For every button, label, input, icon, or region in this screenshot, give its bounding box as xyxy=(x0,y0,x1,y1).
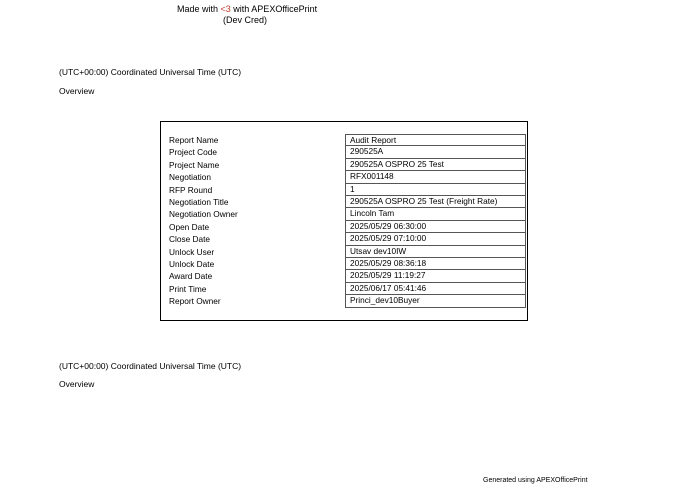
report-row-project-code xyxy=(161,146,527,158)
report-row-label: Close Date xyxy=(169,234,211,245)
report-row-label: Open Date xyxy=(169,221,210,232)
report-row-negotiation xyxy=(161,171,527,183)
report-row-label: RFP Round xyxy=(169,184,213,195)
report-summary-box xyxy=(160,121,528,321)
heart-text: <3 xyxy=(220,4,231,14)
report-row-label: Report Owner xyxy=(169,296,221,307)
report-row-value: 290525A OSPRO 25 Test xyxy=(345,159,526,171)
report-row-value: 2025/05/29 08:36:18 xyxy=(345,258,526,270)
report-row-value: Utsav dev10IW xyxy=(345,246,526,258)
report-row-value: RFX001148 xyxy=(345,171,526,183)
report-row-value: 2025/05/29 07:10:00 xyxy=(345,233,526,245)
report-row-award-date xyxy=(161,270,527,282)
report-row-value: Lincoln Tam xyxy=(345,208,526,220)
timezone-label-bottom: (UTC+00:00) Coordinated Universal Time (UTC) xyxy=(59,361,242,371)
report-row-value: 2025/06/17 05:41:46 xyxy=(345,283,526,295)
report-row-unlock-user xyxy=(161,246,527,258)
report-row-label: Project Name xyxy=(169,159,220,170)
report-row-open-date xyxy=(161,221,527,233)
report-row-project-name xyxy=(161,159,527,171)
report-row-value: 290525A OSPRO 25 Test (Freight Rate) xyxy=(345,196,526,208)
report-row-label: Negotiation Title xyxy=(169,197,229,207)
report-row-label: Print Time xyxy=(169,283,207,294)
report-row-negotiation-title xyxy=(161,196,527,208)
report-row-value: 290525A xyxy=(345,146,526,158)
report-row-report-owner xyxy=(161,295,527,307)
report-row-report-name xyxy=(161,134,527,146)
report-row-unlock-date xyxy=(161,258,527,270)
overview-heading-bottom: Overview xyxy=(59,379,95,389)
report-row-label: Unlock User xyxy=(169,246,215,257)
timezone-label-top: (UTC+00:00) Coordinated Universal Time (UTC) xyxy=(59,67,242,77)
report-row-label: Negotiation xyxy=(169,172,211,183)
report-row-label: Project Code xyxy=(169,147,217,158)
report-row-print-time xyxy=(161,283,527,295)
report-row-rfp-round xyxy=(161,184,527,196)
generated-footer: Generated using APEXOfficePrint xyxy=(483,477,588,484)
made-with-suffix: with APEXOfficePrint xyxy=(230,4,318,14)
report-row-label: Award Date xyxy=(169,271,213,282)
made-with-banner xyxy=(177,4,317,15)
report-row-label: Unlock Date xyxy=(169,259,215,269)
report-row-negotiation-owner xyxy=(161,208,527,220)
dev-cred-text: (Dev Cred) xyxy=(223,15,268,25)
report-row-label: Negotiation Owner xyxy=(169,209,238,220)
report-row-value: Audit Report xyxy=(345,134,526,146)
report-row-value: Princi_dev10Buyer xyxy=(345,295,526,307)
made-with-prefix: Made with xyxy=(177,4,221,14)
overview-heading-top: Overview xyxy=(59,86,95,96)
report-row-label: Report Name xyxy=(169,135,219,145)
report-row-value: 1 xyxy=(345,184,526,196)
report-row-value: 2025/05/29 11:19:27 xyxy=(345,270,526,282)
report-row-value: 2025/05/29 06:30:00 xyxy=(345,221,526,233)
report-row-close-date xyxy=(161,233,527,245)
